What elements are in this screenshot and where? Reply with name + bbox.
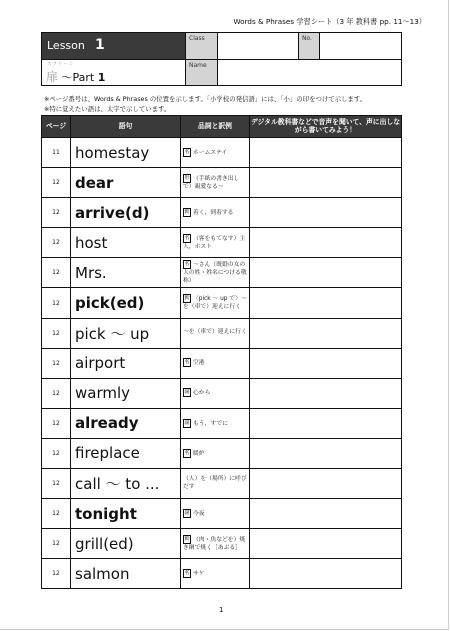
practice-writing-cell[interactable] bbox=[250, 228, 402, 258]
meaning-text: （人）を（場所）に呼びだす bbox=[183, 475, 247, 490]
meaning-cell bbox=[181, 198, 250, 228]
meaning-cell bbox=[181, 318, 250, 348]
term-cell: grill(ed) bbox=[71, 529, 181, 559]
sheet-title: Words & Phrases 学習シート（3 年 教科書 pp. 11～13） bbox=[233, 17, 426, 26]
practice-writing-cell[interactable] bbox=[250, 258, 402, 288]
part-of-speech-badge: 名 bbox=[184, 449, 190, 456]
table-row bbox=[42, 378, 402, 408]
page-cell: 12 bbox=[42, 529, 71, 559]
meaning-text: 心から bbox=[193, 390, 211, 397]
term-cell: warmly bbox=[71, 378, 181, 408]
table-row bbox=[42, 168, 402, 198]
part-of-speech-badge: 名 bbox=[184, 235, 190, 242]
meaning-text: 暖炉 bbox=[193, 450, 205, 457]
page-cell: 12 bbox=[42, 198, 71, 228]
meaning-cell bbox=[181, 348, 250, 378]
term-cell: tonight bbox=[71, 499, 181, 529]
page-cell: 12 bbox=[42, 318, 71, 348]
header-box bbox=[41, 32, 402, 86]
meaning-cell bbox=[181, 378, 250, 408]
page-cell: 12 bbox=[42, 378, 71, 408]
table-row bbox=[42, 198, 402, 228]
meaning-cell bbox=[181, 288, 250, 318]
practice-writing-cell[interactable] bbox=[250, 138, 402, 168]
meaning-cell bbox=[181, 408, 250, 438]
table-row bbox=[42, 318, 402, 348]
page-cell: 11 bbox=[42, 138, 71, 168]
table-row bbox=[42, 559, 402, 589]
meaning-cell bbox=[181, 559, 250, 589]
part-of-speech-badge: 名 bbox=[184, 570, 190, 577]
meaning-text: 着く，到着する bbox=[193, 209, 234, 216]
term-cell: homestay bbox=[71, 138, 181, 168]
meaning-cell bbox=[181, 499, 250, 529]
page-cell: 12 bbox=[42, 168, 71, 198]
meaning-cell bbox=[181, 138, 250, 168]
table-row bbox=[42, 408, 402, 438]
term-cell: arrive(d) bbox=[71, 198, 181, 228]
term-cell: airport bbox=[71, 348, 181, 378]
term-cell: pick(ed) bbox=[71, 288, 181, 318]
meaning-cell bbox=[181, 438, 250, 468]
lesson-word: Lesson bbox=[47, 39, 85, 52]
table-row bbox=[42, 499, 402, 529]
page-cell: 12 bbox=[42, 348, 71, 378]
meaning-text: （手紙の書き出しで）親愛なる～ bbox=[183, 176, 240, 190]
part-of-speech-badge: 形 bbox=[184, 175, 190, 181]
page-cell: 12 bbox=[42, 258, 71, 288]
practice-writing-cell[interactable] bbox=[250, 168, 402, 198]
page-cell: 12 bbox=[42, 408, 71, 438]
practice-writing-cell[interactable] bbox=[250, 378, 402, 408]
term-cell: Mrs. bbox=[71, 258, 181, 288]
part-of-speech-badge: 名 bbox=[184, 261, 190, 268]
meaning-text: ホームステイ bbox=[193, 149, 228, 156]
term-cell: call ～ to ... bbox=[71, 469, 181, 499]
meaning-cell bbox=[181, 529, 250, 559]
practice-writing-cell[interactable] bbox=[250, 438, 402, 468]
part-of-speech-badge: 動 bbox=[184, 295, 190, 302]
note-bold-words: ※特に覚えたい語は、太字で示しています。 bbox=[44, 105, 171, 113]
subtitle-separator: ～Part bbox=[58, 71, 98, 84]
term-cell: dear bbox=[71, 168, 181, 198]
name-field[interactable] bbox=[218, 60, 401, 85]
table-row bbox=[42, 228, 402, 258]
part-of-speech-badge: 副 bbox=[184, 419, 190, 426]
practice-writing-cell[interactable] bbox=[250, 408, 402, 438]
lesson-subtitle bbox=[42, 59, 185, 85]
term-cell: already bbox=[71, 408, 181, 438]
subtitle-japanese: 扉 bbox=[46, 70, 59, 84]
term-cell: fireplace bbox=[71, 438, 181, 468]
practice-writing-cell[interactable] bbox=[250, 288, 402, 318]
table-header-row bbox=[42, 116, 402, 138]
term-cell: pick ～ up bbox=[71, 318, 181, 348]
meaning-text: （肉・魚などを）焼き網で焼く［あぶる］ bbox=[183, 537, 246, 551]
meaning-text: 今夜 bbox=[193, 510, 205, 517]
meaning-cell bbox=[181, 258, 250, 288]
subtitle-ruby: スクリーン bbox=[47, 62, 75, 67]
term-column-header: 語句 bbox=[71, 116, 181, 138]
meaning-cell bbox=[181, 168, 250, 198]
page-number: 1 bbox=[219, 606, 224, 614]
number-label: No. bbox=[299, 33, 319, 59]
practice-writing-cell[interactable] bbox=[250, 469, 402, 499]
practice-writing-cell[interactable] bbox=[250, 559, 402, 589]
table-row bbox=[42, 138, 402, 168]
class-field[interactable] bbox=[218, 33, 298, 59]
part-of-speech-badge: 副 bbox=[184, 509, 190, 516]
meaning-text: もう，すでに bbox=[193, 420, 228, 427]
name-label: Name bbox=[186, 60, 217, 85]
term-cell: host bbox=[71, 228, 181, 258]
table-row bbox=[42, 529, 402, 559]
practice-writing-cell[interactable] bbox=[250, 499, 402, 529]
meaning-text: サケ bbox=[193, 571, 205, 578]
part-of-speech-badge: 名 bbox=[184, 148, 190, 155]
meaning-text: ～さん（既婚の女の人の姓・姓名につける敬称） bbox=[183, 262, 247, 284]
meaning-text: 空港 bbox=[193, 360, 205, 367]
page-cell: 12 bbox=[42, 499, 71, 529]
lesson-number: 1 bbox=[95, 37, 105, 53]
part-of-speech-badge: 動 bbox=[184, 208, 190, 215]
note-page-number: ※ページ番号は、Words & Phrases の位置を示します。「小学校の発信語」には、「小」の印をつけて示します。 bbox=[44, 95, 367, 103]
part-of-speech-badge: 動 bbox=[184, 536, 190, 543]
practice-writing-cell[interactable] bbox=[250, 529, 402, 559]
class-label: Class bbox=[186, 33, 217, 59]
meaning-column-header: 品詞と訳例 bbox=[181, 116, 250, 138]
meaning-cell bbox=[181, 228, 250, 258]
meaning-text: 〈pick ～ up で〉～を（車で）迎えに行く bbox=[183, 296, 247, 311]
practice-writing-cell[interactable] bbox=[250, 318, 402, 348]
lesson-heading bbox=[42, 33, 185, 59]
term-cell: salmon bbox=[71, 559, 181, 589]
practice-writing-cell[interactable] bbox=[250, 198, 402, 228]
meaning-text: （客をもてなす）主人，ホスト bbox=[183, 236, 246, 250]
table-row bbox=[42, 469, 402, 499]
meaning-text: ～を（車で）迎えに行く bbox=[183, 329, 247, 336]
part-number: 1 bbox=[97, 71, 106, 84]
practice-writing-cell[interactable] bbox=[250, 348, 402, 378]
page-cell: 12 bbox=[42, 559, 71, 589]
page-cell: 12 bbox=[42, 438, 71, 468]
audio-column-header: デジタル教科書などで音声を聞いて、声に出しながら書いてみよう！ bbox=[250, 116, 402, 138]
word-table bbox=[41, 115, 402, 589]
page-cell: 12 bbox=[42, 228, 71, 258]
table-row bbox=[42, 288, 402, 318]
page-cell: 12 bbox=[42, 469, 71, 499]
page-column-header: ページ bbox=[42, 116, 71, 138]
table-row bbox=[42, 258, 402, 288]
page-cell: 12 bbox=[42, 288, 71, 318]
meaning-cell bbox=[181, 469, 250, 499]
number-field[interactable] bbox=[320, 33, 401, 59]
part-of-speech-badge: 副 bbox=[184, 389, 190, 396]
table-row bbox=[42, 348, 402, 378]
part-of-speech-badge: 名 bbox=[184, 359, 190, 366]
table-row bbox=[42, 438, 402, 468]
